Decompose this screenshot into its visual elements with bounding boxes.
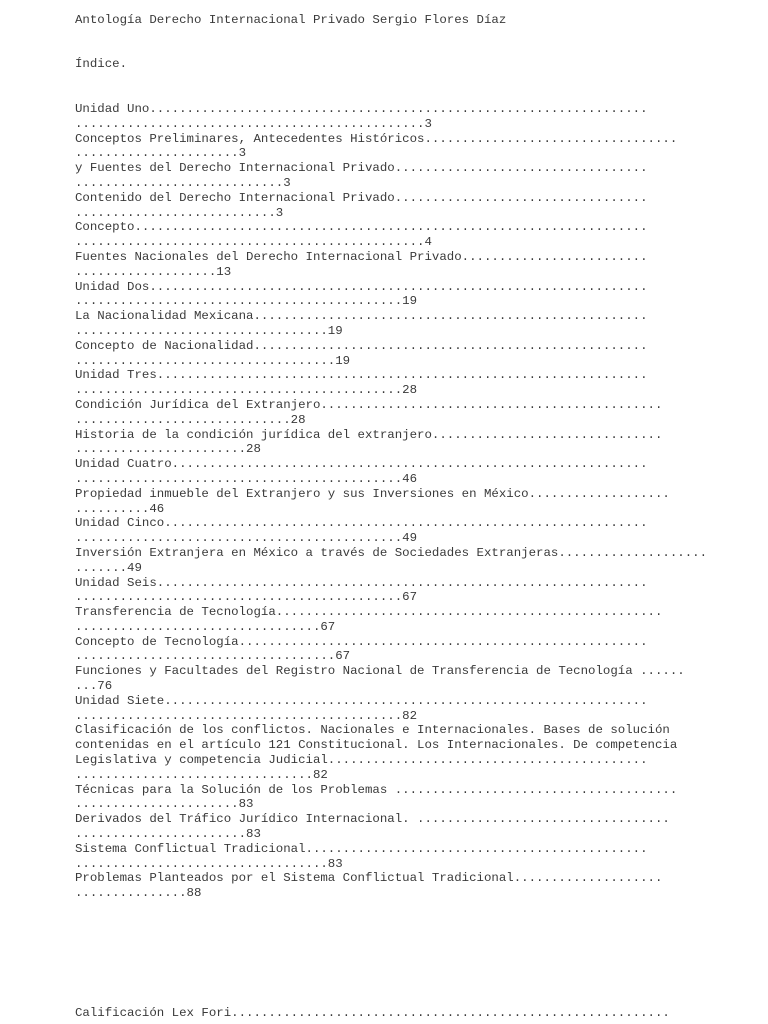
toc-entry [75, 842, 707, 872]
index-title: Índice. [75, 57, 128, 71]
toc-entry [75, 368, 707, 398]
toc-entry-line: contenidas en el artículo 121 Constitucional. Los Internacionales. De competencia [75, 738, 678, 753]
toc-entry-line: Unidad Tres.................................................................. [75, 368, 648, 383]
toc-entry [75, 339, 707, 369]
toc-entry-line: Transferencia de Tecnología.................................................... [75, 605, 663, 620]
toc-entry-line: Inversión Extranjera en México a través de Sociedades Extranjeras.................... [75, 545, 708, 560]
toc-entry [75, 250, 707, 280]
toc-entry [75, 428, 707, 458]
toc-entry-line: ..................................19 [75, 323, 343, 338]
toc-entry [75, 132, 707, 162]
toc-entry-line: .................................67 [75, 619, 336, 634]
toc-entry-line: .......49 [75, 560, 142, 575]
toc-entry-line: ...................13 [75, 264, 232, 279]
table-of-contents [75, 102, 707, 901]
toc-entry-line: ............................................28 [75, 383, 418, 398]
toc-entry [75, 516, 707, 546]
toc-entry-line: Funciones y Facultades del Registro Nacional de Transferencia de Tecnología ...... [75, 664, 685, 679]
toc-entry [75, 605, 707, 635]
toc-entry-line: Concepto de Tecnología....................................................... [75, 634, 648, 649]
toc-entry-line: La Nacionalidad Mexicana..................................................... [75, 309, 648, 324]
toc-entry-line: ............................................67 [75, 590, 418, 605]
toc-entry-line: ...........................3 [75, 205, 284, 220]
toc-entry-line: Contenido del Derecho Internacional Privado.................................. [75, 190, 648, 205]
toc-entry [75, 280, 707, 310]
toc-entry-line: ............................3 [75, 175, 291, 190]
toc-entry-line: Legislativa y competencia Judicial........................................... [75, 753, 648, 768]
toc-entry [75, 546, 707, 576]
toc-entry [75, 635, 707, 665]
toc-entry [75, 487, 707, 517]
toc-entry-line: Técnicas para la Solución de los Problemas ...................................... [75, 782, 678, 797]
toc-entry-line: Unidad Cinco................................................................. [75, 516, 648, 531]
toc-entry-line: .......................83 [75, 827, 261, 842]
toc-entry-line: ............................................46 [75, 471, 418, 486]
toc-entry [75, 783, 707, 813]
toc-entry-line: ............................................82 [75, 708, 418, 723]
toc-entry-line: Problemas Planteados por el Sistema Conflictual Tradicional.................... [75, 871, 663, 886]
toc-entry [75, 812, 707, 842]
toc-entry-line: Propiedad inmueble del Extranjero y sus Inversiones en México................... [75, 486, 670, 501]
toc-entry [75, 871, 707, 901]
toc-entry-line: .............................28 [75, 412, 306, 427]
toc-entry-line: Concepto..................................................................... [75, 220, 648, 235]
toc-entry-line: ...................................19 [75, 353, 351, 368]
toc-entry-line: Derivados del Tráfico Jurídico Internacional. .................................. [75, 812, 670, 827]
toc-entry-line: Historia de la condición jurídica del extranjero............................... [75, 427, 663, 442]
toc-entry-line: y Fuentes del Derecho Internacional Privado.................................. [75, 161, 648, 176]
toc-entry-line: Conceptos Preliminares, Antecedentes Históricos.................................. [75, 131, 678, 146]
toc-entry-line: ...................................67 [75, 649, 351, 664]
toc-entry-line: Condición Jurídica del Extranjero.............................................. [75, 397, 663, 412]
toc-entry-line: ......................3 [75, 146, 247, 161]
toc-entry-line: ................................82 [75, 767, 328, 782]
document-header: Antología Derecho Internacional Privado Sergio Flores Díaz [75, 13, 507, 27]
toc-entry-line: ......................83 [75, 797, 254, 812]
toc-entry-line: ..................................83 [75, 856, 343, 871]
toc-entry-line: Unidad Seis.................................................................. [75, 575, 648, 590]
toc-entry [75, 102, 707, 132]
toc-entry-line: Unidad Siete................................................................. [75, 693, 648, 708]
toc-entry-line: Unidad Uno................................................................... [75, 102, 648, 116]
toc-entry-line: ..........46 [75, 501, 165, 516]
toc-entry-line: ...76 [75, 679, 113, 694]
toc-entry [75, 723, 707, 782]
toc-entry [75, 694, 707, 724]
toc-entry-line: .......................28 [75, 442, 261, 457]
toc-entry [75, 161, 707, 191]
toc-entry [75, 576, 707, 606]
toc-entry-line: ............................................49 [75, 531, 418, 546]
toc-entry-line: Fuentes Nacionales del Derecho Internacional Privado......................... [75, 249, 648, 264]
toc-entry-line: Sistema Conflictual Tradicional.............................................. [75, 841, 648, 856]
toc-entry-line: Unidad Cuatro................................................................ [75, 457, 648, 472]
toc-entry-line: ...............................................3 [75, 116, 432, 131]
toc-entry [75, 457, 707, 487]
toc-entry-line: Clasificación de los conflictos. Nacionales e Internacionales. Bases de solución [75, 723, 670, 738]
toc-entry-line: Concepto de Nacionalidad..................................................... [75, 338, 648, 353]
toc-entry [75, 309, 707, 339]
toc-entry-line: ............................................19 [75, 294, 418, 309]
toc-entry [75, 664, 707, 694]
toc-entry-line: Unidad Dos................................................................... [75, 279, 648, 294]
toc-entry [75, 220, 707, 250]
toc-entry-line: ...............................................4 [75, 235, 432, 250]
toc-entry [75, 398, 707, 428]
toc-entry-calificacion-lex-fori: Calificación Lex Fori........................................................... [75, 1006, 670, 1020]
toc-entry [75, 191, 707, 221]
toc-entry-line: ...............88 [75, 886, 202, 901]
